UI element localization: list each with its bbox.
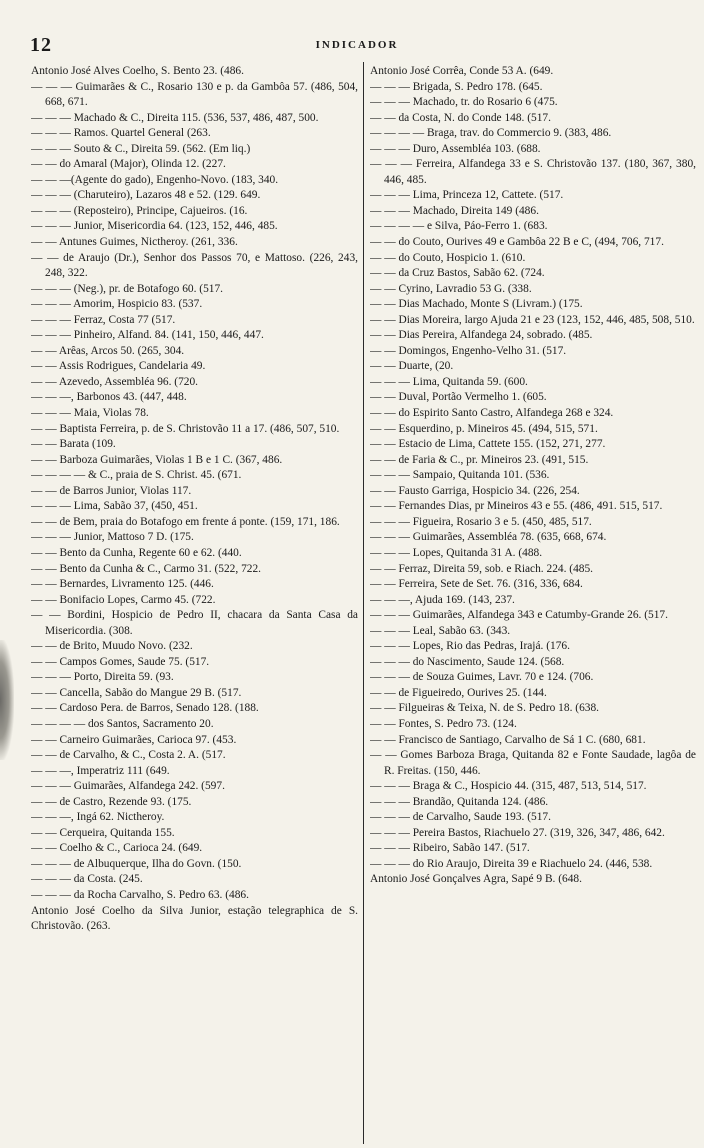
directory-entry: — — — Ferreira, Alfandega 33 e S. Christovão 137. (180, 367, 380, 446, 485.	[370, 158, 696, 186]
directory-entry: — — Ferreira, Sete de Set. 76. (316, 336, 684.	[370, 578, 583, 591]
directory-entry: — — Domingos, Engenho-Velho 31. (517.	[370, 344, 567, 357]
directory-entry: — — Azevedo, Assembléa 96. (720.	[31, 375, 199, 388]
directory-entry: — — —, Ajuda 169. (143, 237.	[370, 593, 515, 606]
directory-entry: — — Fausto Garriga, Hospicio 34. (226, 254.	[370, 484, 580, 497]
directory-entry: — — — (Charuteiro), Lazaros 48 e 52. (129. 649.	[31, 189, 261, 202]
directory-entry: — — — Brigada, S. Pedro 178. (645.	[370, 80, 543, 93]
directory-entry: — — — Machado & C., Direita 115. (536, 537, 486, 487, 500.	[31, 111, 319, 124]
directory-entry: — — — Ribeiro, Sabão 147. (517.	[370, 842, 530, 855]
directory-entry: — — Barata (109.	[31, 438, 116, 451]
directory-entry: — — — Pereira Bastos, Riachuelo 27. (319, 326, 347, 486, 642.	[370, 826, 665, 839]
directory-entry: — — — Ramos. Quartel General (263.	[31, 127, 211, 140]
directory-entry: — — Estacio de Lima, Cattete 155. (152, 271, 277.	[370, 438, 606, 451]
directory-entry: — — — — Braga, trav. do Commercio 9. (383, 486.	[370, 127, 612, 140]
directory-entry: — — Fontes, S. Pedro 73. (124.	[370, 717, 517, 730]
directory-entry: — — — de Souza Guimes, Lavr. 70 e 124. (706.	[370, 671, 594, 684]
directory-entry: — — — de Carvalho, Saude 193. (517.	[370, 811, 551, 824]
page-edge-stain	[0, 640, 14, 760]
directory-entry: — — — Junior, Misericordia 64. (123, 152, 446, 485.	[31, 220, 278, 233]
directory-entry: — — de Barros Junior, Violas 117.	[31, 484, 192, 497]
directory-entry: — — — Machado, Direita 149 (486.	[370, 204, 539, 217]
directory-entry: — — Bordini, Hospicio de Pedro II, chacara da Santa Casa da Misericordia. (308.	[31, 609, 358, 637]
directory-entry: — — de Araujo (Dr.), Senhor dos Passos 70, e Mattoso. (226, 243, 248, 322.	[31, 251, 358, 280]
directory-entry: — — Arêas, Arcos 50. (265, 304.	[31, 344, 185, 357]
directory-entry: — — — Amorim, Hospicio 83. (537.	[31, 298, 203, 311]
directory-entry: — — — do Rio Araujo, Direita 39 e Riachuelo 24. (446, 538.	[370, 857, 653, 870]
directory-entry: — — do Couto, Hospicio 1. (610.	[370, 251, 526, 264]
directory-entry: — — da Cruz Bastos, Sabão 62. (724.	[370, 267, 545, 280]
running-title: INDICADOR	[315, 39, 399, 51]
directory-entry: — — — Brandão, Quitanda 124. (486.	[370, 795, 549, 808]
directory-entry: — — Ferraz, Direita 59, sob. e Riach. 224. (485.	[370, 562, 594, 575]
page-header	[30, 34, 684, 58]
directory-entry: — — Bernardes, Livramento 125. (446.	[31, 578, 214, 591]
directory-entry: — — — Guimarães & C., Rosario 130 e p. da Gambôa 57. (486, 504, 668, 671.	[31, 80, 358, 109]
directory-entry: — — Gomes Barboza Braga, Quitanda 82 e Fonte Saudade, lagôa de R. Freitas. (150, 446.	[370, 749, 696, 777]
directory-entry: — — — Braga & C., Hospicio 44. (315, 487, 513, 514, 517.	[370, 780, 647, 793]
directory-entry: — — — Junior, Mattoso 7 D. (175.	[31, 531, 194, 544]
directory-entry: — — Bento da Cunha & C., Carmo 31. (522, 722.	[31, 562, 262, 575]
directory-entry: — — Cardoso Pera. de Barros, Senado 128. (188.	[31, 702, 259, 715]
directory-entry: — — — (Neg.), pr. de Botafogo 60. (517.	[31, 282, 224, 295]
directory-entry: — — — Guimarães, Assembléa 78. (635, 668, 674.	[370, 531, 607, 544]
directory-entry: — — Cancella, Sabão do Mangue 29 B. (517.	[31, 686, 242, 699]
directory-entry: — — — Lima, Princeza 12, Cattete. (517.	[370, 189, 564, 202]
directory-entry: — — Esquerdino, p. Mineiros 45. (494, 515, 571.	[370, 422, 598, 435]
directory-entry: — — — Ferraz, Costa 77 (517.	[31, 313, 176, 326]
directory-entry: — — do Couto, Ourives 49 e Gambôa 22 B e C, (494, 706, 717.	[370, 236, 664, 249]
directory-entry: — — Bento da Cunha, Regente 60 e 62. (440.	[31, 546, 242, 559]
directory-entry: — — Bonifacio Lopes, Carmo 45. (722.	[31, 593, 216, 606]
directory-entry: — — Barboza Guimarães, Violas 1 B e 1 C. (367, 486.	[31, 453, 283, 466]
directory-entry: — — de Bem, praia do Botafogo em frente á ponte. (159, 171, 186.	[31, 515, 340, 528]
directory-entry: — — — Lima, Sabão 37, (450, 451.	[31, 500, 198, 513]
directory-entry: — — da Costa, N. do Conde 148. (517.	[370, 111, 551, 124]
directory-entry: — — —, Barbonos 43. (447, 448.	[31, 391, 187, 404]
directory-entry: Antonio José Gonçalves Agra, Sapé 9 B. (648.	[370, 873, 582, 886]
directory-entry: — — Francisco de Santiago, Carvalho de Sá 1 C. (680, 681.	[370, 733, 646, 746]
directory-entry: — — Coelho & C., Carioca 24. (649.	[31, 842, 203, 855]
directory-entry: — — Cyrino, Lavradio 53 G. (338.	[370, 282, 532, 295]
directory-entry: — — de Figueiredo, Ourives 25. (144.	[370, 686, 547, 699]
directory-entry: — — de Faria & C., pr. Mineiros 23. (491, 515.	[370, 453, 589, 466]
directory-entry: — — Fernandes Dias, pr Mineiros 43 e 55. (486, 491. 515, 517.	[370, 500, 663, 513]
directory-entry: — — Cerqueira, Quitanda 155.	[31, 826, 175, 839]
directory-entry: — — — Machado, tr. do Rosario 6 (475.	[370, 96, 558, 109]
directory-entry: — — — Duro, Assembléa 103. (688.	[370, 142, 541, 155]
directory-entry: — — de Castro, Rezende 93. (175.	[31, 795, 192, 808]
directory-entry: Antonio José Corrêa, Conde 53 A. (649.	[370, 65, 554, 77]
directory-entry: — — —(Agente do gado), Engenho-Novo. (183, 340.	[31, 173, 279, 186]
directory-entry: — — —, Ingá 62. Nictheroy.	[31, 811, 165, 824]
directory-entry: — — — — & C., praia de S. Christ. 45. (671.	[31, 469, 242, 482]
directory-entry: — — — — dos Santos, Sacramento 20.	[31, 717, 214, 730]
directory-entry: Antonio José Coelho da Silva Junior, estação telegraphica de S. Christovão. (263.	[31, 904, 358, 933]
directory-entry: — — de Brito, Muudo Novo. (232.	[31, 640, 193, 653]
directory-entry: — — — Guimarães, Alfandega 242. (597.	[31, 780, 225, 793]
directory-entry: — — — — e Silva, Páo-Ferro 1. (683.	[370, 220, 548, 233]
directory-entry: — — — de Albuquerque, Ilha do Govn. (150.	[31, 857, 242, 870]
directory-entry: — — Dias Machado, Monte S (Livram.) (175.	[370, 298, 583, 311]
directory-entry: — — Dias Moreira, largo Ajuda 21 e 23 (123, 152, 446, 485, 508, 510.	[370, 313, 695, 326]
page-number: 12	[30, 34, 52, 56]
directory-entry: — — — Maia, Violas 78.	[31, 407, 149, 420]
directory-entry: — — — Lima, Quitanda 59. (600.	[370, 375, 528, 388]
directory-entry: — — Antunes Guimes, Nictheroy. (261, 336.	[31, 236, 238, 249]
directory-entry: — — — Lopes, Quitanda 31 A. (488.	[370, 546, 543, 559]
directory-entry: — — — Guimarães, Alfandega 343 e Catumby-Grande 26. (517.	[370, 609, 668, 622]
directory-entry: — — Assis Rodrigues, Candelaria 49.	[31, 360, 206, 373]
directory-entry: — — — da Rocha Carvalho, S. Pedro 63. (486.	[31, 888, 249, 901]
directory-entry: — — Campos Gomes, Saude 75. (517.	[31, 655, 210, 668]
directory-entry: — — — Lopes, Rio das Pedras, Irajá. (176.	[370, 640, 570, 653]
directory-entry: — — —, Imperatriz 111 (649.	[31, 764, 170, 777]
column-divider	[363, 62, 364, 1144]
left-column	[31, 64, 358, 1144]
directory-entry: — — — Pinheiro, Alfand. 84. (141, 150, 446, 447.	[31, 329, 264, 342]
directory-entry: — — Baptista Ferreira, p. de S. Christovão 11 a 17. (486, 507, 510.	[31, 422, 340, 435]
directory-entry: — — Filgueiras & Teixa, N. de S. Pedro 18. (638.	[370, 702, 599, 715]
directory-entry: — — — Leal, Sabão 63. (343.	[370, 624, 511, 637]
directory-entry: — — do Amaral (Major), Olinda 12. (227.	[31, 158, 226, 171]
directory-entry: — — Duarte, (20.	[370, 360, 454, 373]
directory-entry: — — — Porto, Direita 59. (93.	[31, 671, 174, 684]
directory-entry: — — — Sampaio, Quitanda 101. (536.	[370, 469, 550, 482]
directory-entry: — — de Carvalho, & C., Costa 2. A. (517.	[31, 749, 226, 762]
right-column	[370, 64, 696, 1144]
directory-entry: — — Duval, Portão Vermelho 1. (605.	[370, 391, 547, 404]
directory-entry: — — — Figueira, Rosario 3 e 5. (450, 485, 517.	[370, 515, 592, 528]
directory-entry: — — — (Reposteiro), Principe, Cajueiros. (16.	[31, 204, 248, 217]
directory-entry: — — Dias Pereira, Alfandega 24, sobrado. (485.	[370, 329, 593, 342]
directory-entry: — — — da Costa. (245.	[31, 873, 143, 886]
directory-entry: — — do Espirito Santo Castro, Alfandega 268 e 324.	[370, 407, 614, 420]
directory-entry: — — — Souto & C., Direita 59. (562. (Em liq.)	[31, 142, 251, 155]
directory-entry: — — Carneiro Guimarães, Carioca 97. (453.	[31, 733, 237, 746]
directory-entry: Antonio José Alves Coelho, S. Bento 23. (486.	[31, 65, 244, 77]
directory-entry: — — — do Nascimento, Saude 124. (568.	[370, 655, 565, 668]
